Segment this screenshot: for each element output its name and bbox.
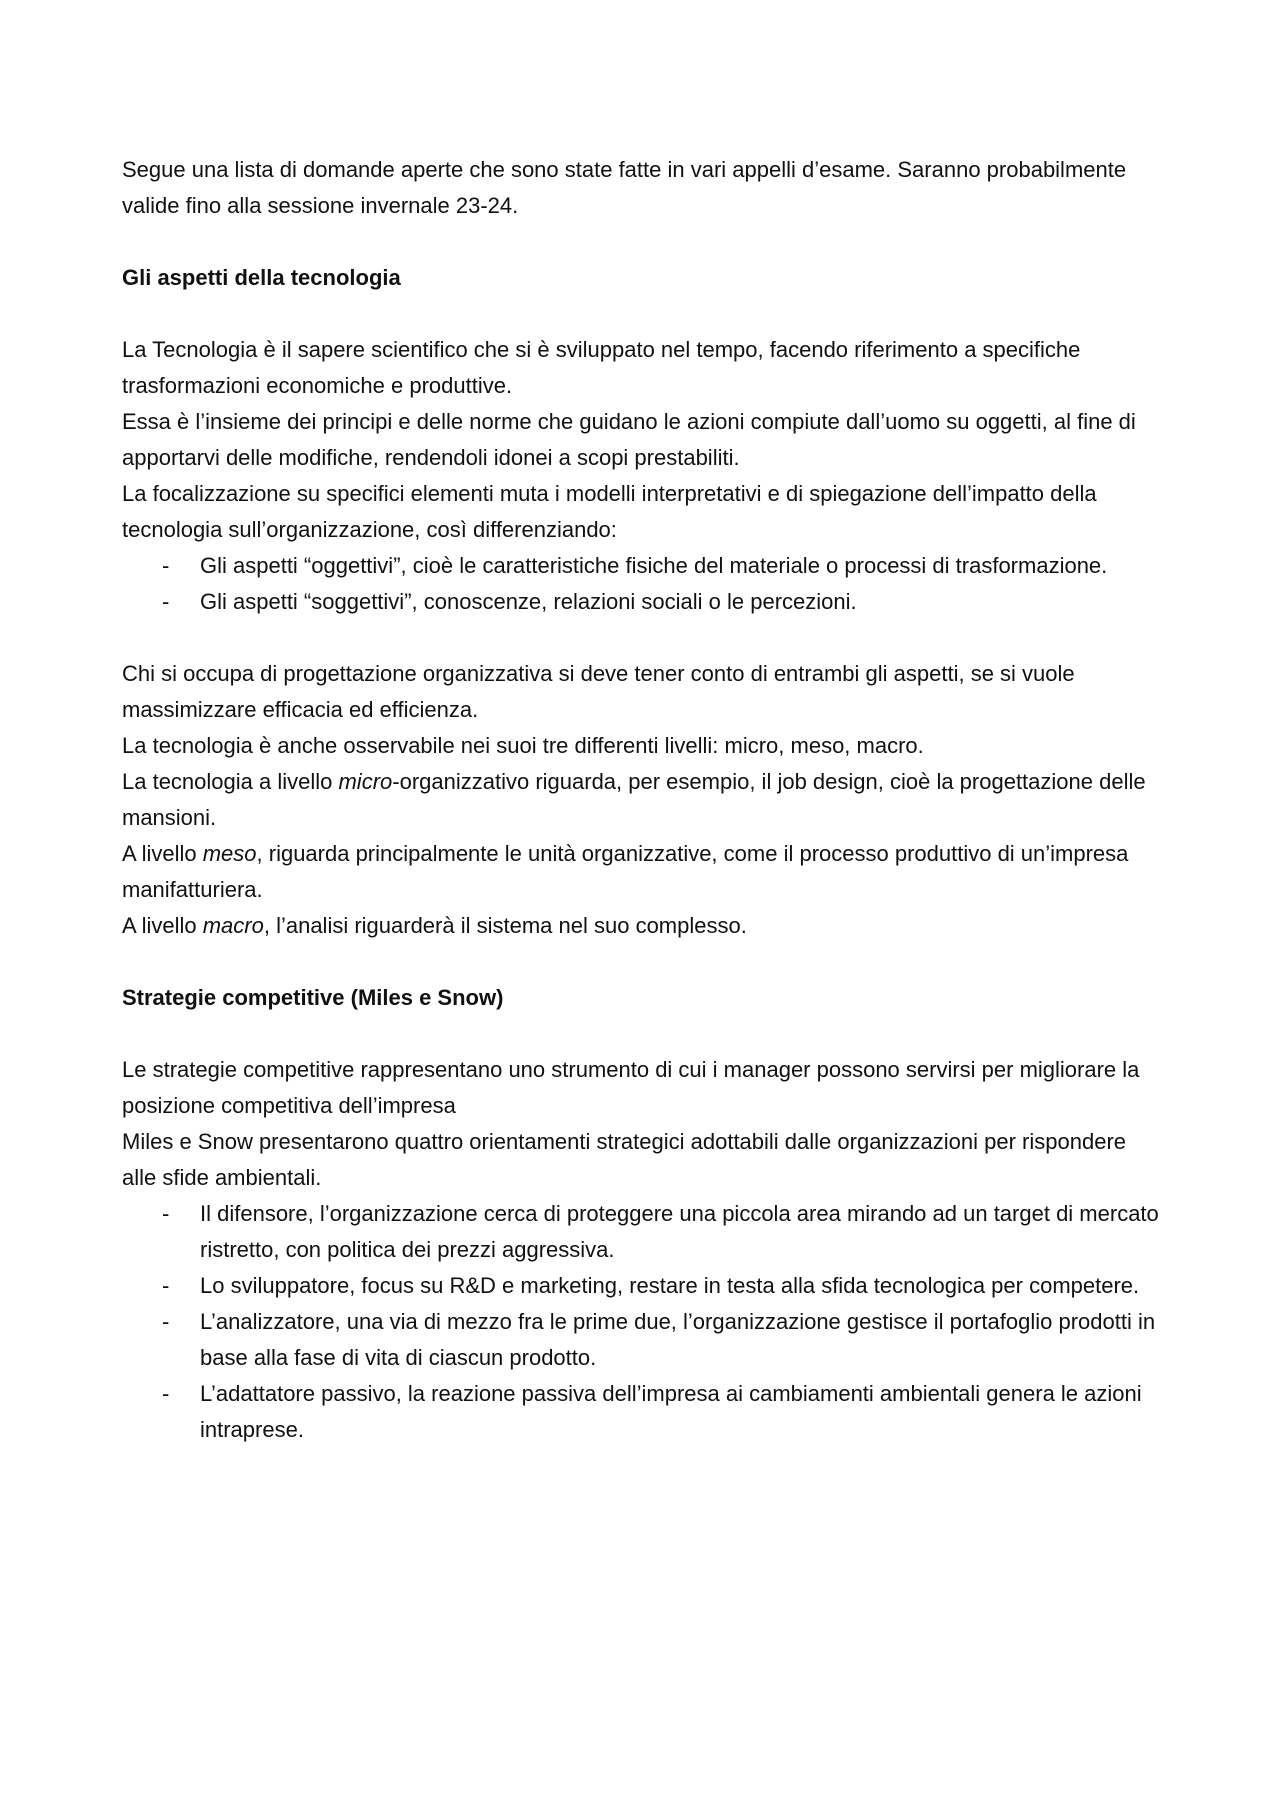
list-item-text: Il difensore, l’organizzazione cerca di proteggere una piccola area mirando ad un target di mercato ristretto, con politica dei prezzi aggressiva.	[200, 1201, 1159, 1262]
aspects-list	[122, 548, 1162, 620]
spacer	[122, 296, 1162, 332]
emphasis-macro: macro	[202, 913, 264, 938]
list-item-text: L’adattatore passivo, la reazione passiva dell’impresa ai cambiamenti ambientali genera le azioni intraprese.	[200, 1381, 1142, 1442]
list-item	[122, 548, 1162, 584]
text-span: , riguarda principalmente le unità organizzative, come il processo produttivo di un’impresa manifatturiera.	[122, 841, 1129, 902]
list-item-text: Lo sviluppatore, focus su R&D e marketing, restare in testa alla sfida tecnologica per competere.	[200, 1273, 1140, 1298]
text-span: , l’analisi riguarderà il sistema nel suo complesso.	[263, 913, 747, 938]
paragraph: Essa è l’insieme dei principi e delle norme che guidano le azioni compiute dall’uomo su oggetti, al fine di apportarvi delle modifiche, rendendoli idonei a scopi prestabiliti.	[122, 409, 1136, 470]
paragraph-meso	[122, 836, 1162, 908]
dash-marker: -	[162, 1381, 170, 1406]
text-span: -organizzativo riguarda, per esempio, il job design, cioè la progettazione delle mansioni.	[122, 769, 1146, 830]
dash-marker: -	[162, 589, 170, 614]
list-item	[122, 1196, 1162, 1268]
paragraph: Miles e Snow presentarono quattro orientamenti strategici adottabili dalle organizzazioni per rispondere alle sfide ambientali.	[122, 1129, 1127, 1190]
dash-marker: -	[162, 1201, 170, 1226]
section-heading-strategie: Strategie competitive (Miles e Snow)	[122, 985, 504, 1010]
dash-marker: -	[162, 1309, 170, 1334]
paragraph: Le strategie competitive rappresentano uno strumento di cui i manager possono servirsi per migliorare la posizione competitiva dell’impresa	[122, 1057, 1140, 1118]
list-item	[122, 1268, 1162, 1304]
spacer	[122, 944, 1162, 980]
emphasis-meso: meso	[202, 841, 257, 866]
document-page	[122, 152, 1162, 1448]
text-span: La tecnologia a livello	[122, 769, 339, 794]
list-item	[122, 1304, 1162, 1376]
text-span: A livello	[122, 841, 203, 866]
dash-marker: -	[162, 1273, 170, 1298]
list-item	[122, 584, 1162, 620]
section-heading-tecnologia: Gli aspetti della tecnologia	[122, 265, 401, 290]
list-item	[122, 1376, 1162, 1448]
list-item-text: Gli aspetti “soggettivi”, conoscenze, relazioni sociali o le percezioni.	[200, 589, 857, 614]
dash-marker: -	[162, 553, 170, 578]
spacer	[122, 620, 1162, 656]
spacer	[122, 224, 1162, 260]
text-span: A livello	[122, 913, 203, 938]
emphasis-micro: micro	[338, 769, 393, 794]
paragraph: Chi si occupa di progettazione organizzativa si deve tener conto di entrambi gli aspetti, se si vuole massimizzare efficacia ed efficienza.	[122, 661, 1075, 722]
paragraph: La Tecnologia è il sapere scientifico che si è sviluppato nel tempo, facendo riferimento a specifiche trasformazioni economiche e produttive.	[122, 337, 1081, 398]
paragraph: La focalizzazione su specifici elementi muta i modelli interpretativi e di spiegazione dell’impatto della tecnologia sull’organizzazione, così differenziando:	[122, 481, 1097, 542]
list-item-text: Gli aspetti “oggettivi”, cioè le caratteristiche fisiche del materiale o processi di trasformazione.	[200, 553, 1108, 578]
paragraph-macro	[122, 908, 1162, 944]
list-item-text: L’analizzatore, una via di mezzo fra le prime due, l’organizzazione gestisce il portafoglio prodotti in base alla fase di vita di ciascun prodotto.	[200, 1309, 1156, 1370]
strategies-list	[122, 1196, 1162, 1448]
spacer	[122, 1016, 1162, 1052]
paragraph: La tecnologia è anche osservabile nei suoi tre differenti livelli: micro, meso, macro.	[122, 733, 924, 758]
paragraph-micro	[122, 764, 1162, 836]
intro-paragraph: Segue una lista di domande aperte che sono state fatte in vari appelli d’esame. Saranno probabilmente valide fino alla sessione invernale 23-24.	[122, 157, 1127, 218]
